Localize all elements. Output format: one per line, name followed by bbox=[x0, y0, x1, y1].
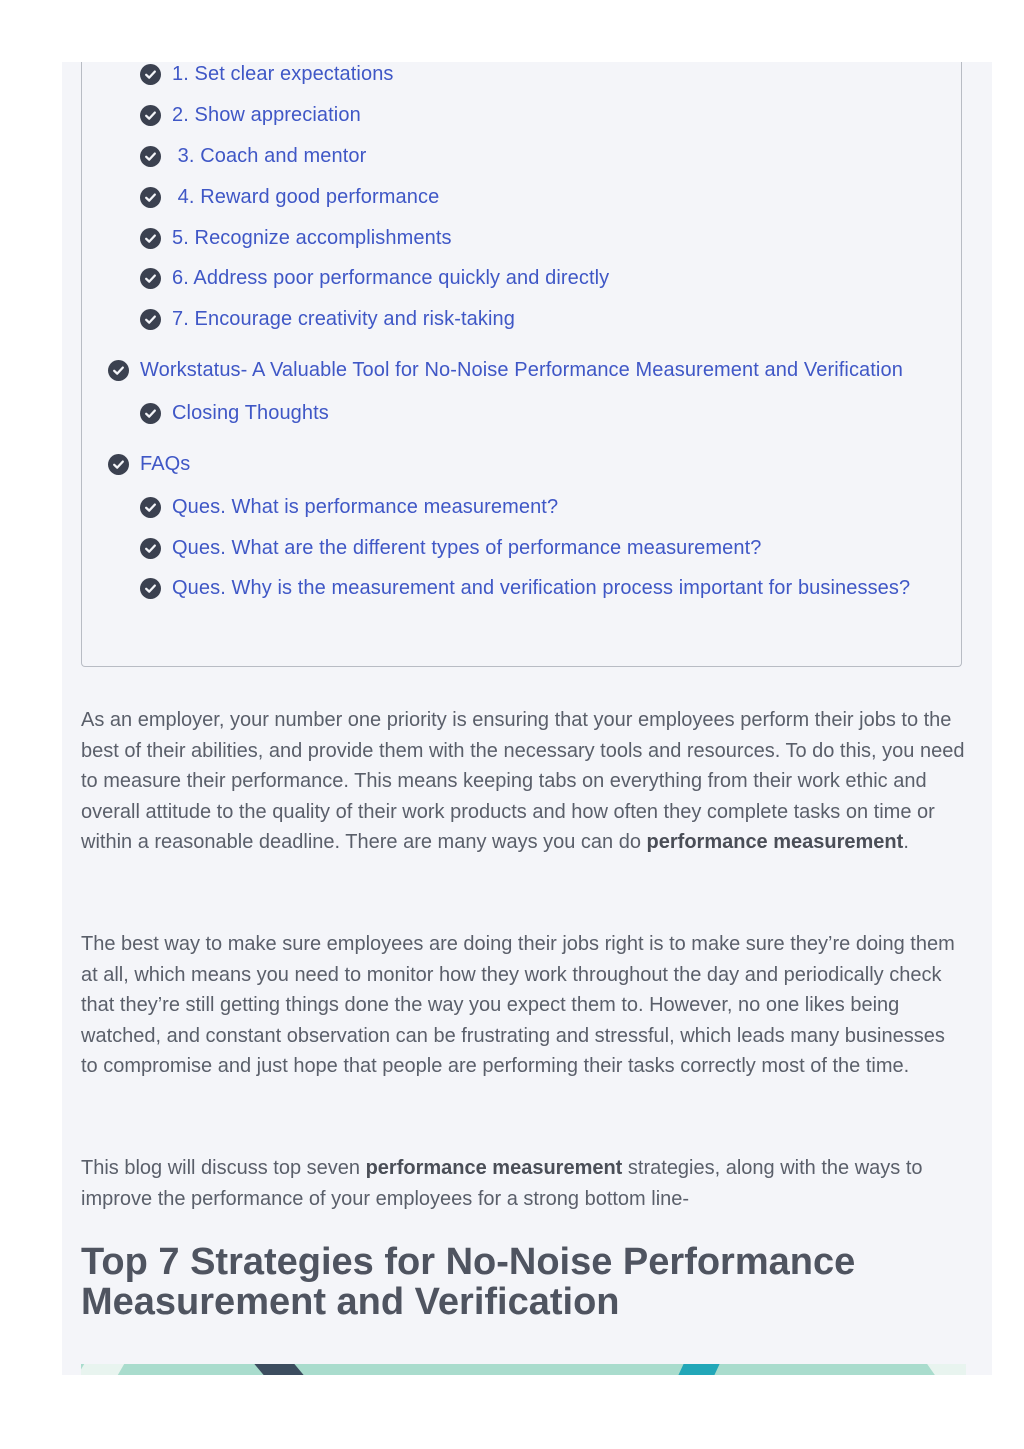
monitoring-paragraph: The best way to make sure employees are doing their jobs right is to make sure they’re doing them at all, which means you need to monitor how they work throughout the day and periodically check that they’re still getting things done the way you expect them to. However, no one likes being watched, and constant observation can be frustrating and stressful, which leads many businesses to compromise and just hope that people are performing their tasks correctly most of the time. bbox=[81, 933, 955, 1078]
toc-link[interactable]: FAQs bbox=[140, 452, 191, 475]
check-circle-icon bbox=[140, 538, 161, 559]
toc-item-set-clear-expectations[interactable] bbox=[140, 62, 394, 86]
summary-bold-phrase: performance measurement bbox=[365, 1157, 623, 1179]
toc-link[interactable]: Ques. What are the different types of performance measurement? bbox=[172, 536, 762, 559]
toc-item-show-appreciation[interactable] bbox=[140, 103, 361, 127]
article-container bbox=[62, 62, 992, 1375]
toc-link[interactable]: 7. Encourage creativity and risk-taking bbox=[172, 307, 515, 330]
toc-link[interactable]: 1. Set clear expectations bbox=[172, 62, 394, 85]
check-circle-icon bbox=[140, 187, 161, 208]
toc-item-faqs[interactable] bbox=[108, 452, 190, 476]
toc-item-closing-thoughts[interactable] bbox=[140, 401, 329, 425]
check-circle-icon bbox=[140, 146, 161, 167]
blog-summary-paragraph bbox=[81, 1153, 966, 1214]
check-circle-icon bbox=[140, 309, 161, 330]
summary-text: This blog will discuss top seven bbox=[81, 1157, 366, 1179]
toc-link[interactable]: Ques. Why is the measurement and verification process important for businesses? bbox=[172, 576, 911, 599]
toc-link[interactable]: Ques. What is performance measurement? bbox=[172, 495, 559, 518]
check-circle-icon bbox=[140, 105, 161, 126]
check-circle-icon bbox=[140, 403, 161, 424]
toc-item-recognize-accomplishments[interactable] bbox=[140, 226, 452, 250]
summary-text-end: strategies, along with the ways to improve the performance of your employees for a strong bottom line- bbox=[81, 1157, 923, 1210]
check-circle-icon bbox=[140, 268, 161, 289]
section-heading: Top 7 Strategies for No-Noise Performance Measurement and Verification bbox=[81, 1241, 856, 1323]
toc-link[interactable]: 5. Recognize accomplishments bbox=[172, 226, 452, 249]
check-circle-icon bbox=[140, 228, 161, 249]
hero-illustration bbox=[81, 1364, 966, 1375]
toc-item-faq-why-important[interactable] bbox=[140, 576, 910, 600]
check-circle-icon bbox=[108, 454, 129, 475]
toc-link[interactable]: Closing Thoughts bbox=[172, 401, 329, 424]
toc-link[interactable]: 2. Show appreciation bbox=[172, 103, 361, 126]
check-circle-icon bbox=[140, 578, 161, 599]
intro-paragraph bbox=[81, 705, 966, 858]
toc-link[interactable]: 3. Coach and mentor bbox=[172, 144, 367, 167]
check-circle-icon bbox=[140, 64, 161, 85]
toc-link[interactable]: 4. Reward good performance bbox=[172, 185, 440, 208]
toc-link[interactable]: Workstatus- A Valuable Tool for No-Noise Performance Measurement and Verification bbox=[140, 358, 903, 381]
intro-text-end: . bbox=[903, 831, 909, 854]
toc-item-reward-good-performance[interactable] bbox=[140, 185, 439, 209]
toc-link[interactable]: 6. Address poor performance quickly and directly bbox=[172, 266, 610, 289]
toc-item-faq-types[interactable] bbox=[140, 536, 761, 560]
toc-item-coach-and-mentor[interactable] bbox=[140, 144, 366, 168]
toc-item-workstatus-tool[interactable] bbox=[108, 358, 903, 382]
check-circle-icon bbox=[140, 497, 161, 518]
check-circle-icon bbox=[108, 360, 129, 381]
intro-text: As an employer, your number one priority is ensuring that your employees perform their jobs to the best of their abilities, and provide them with the necessary tools and resources. To do this, you need to measure their performance. This means keeping tabs on everything from their work ethic and overall attitude to the quality of their work products and how often they complete tasks on time or within a reasonable deadline. There are many ways you can do bbox=[81, 709, 965, 854]
table-of-contents bbox=[81, 62, 962, 667]
toc-item-address-poor-performance[interactable] bbox=[140, 266, 609, 290]
toc-item-faq-what-is[interactable] bbox=[140, 495, 558, 519]
toc-item-encourage-creativity[interactable] bbox=[140, 307, 515, 331]
intro-bold-phrase: performance measurement bbox=[646, 831, 904, 854]
